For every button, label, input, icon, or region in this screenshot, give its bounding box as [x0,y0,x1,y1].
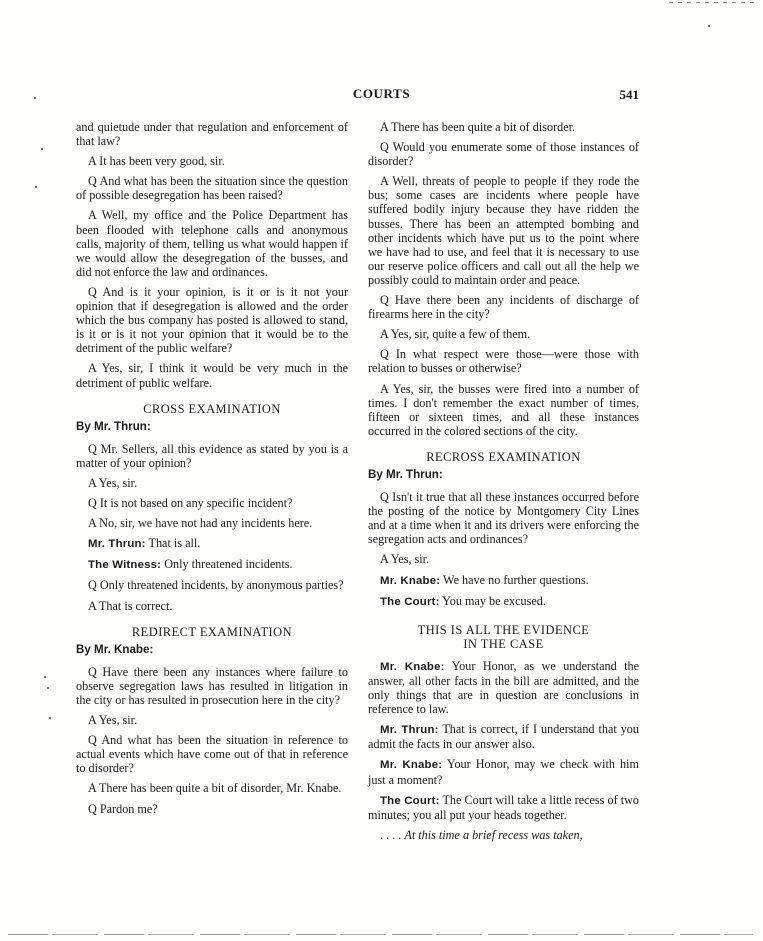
statement-text: Your Honor, may we check with him just a moment? [368,757,639,787]
answer-paragraph: A There has been quite a bit of disorder. [380,120,576,134]
scan-speck [41,148,43,150]
answer-paragraph: A No, sir, we have not had any incidents here. [88,516,313,531]
question-paragraph: Q And is it your opinion, is it or is it not your opinion that if desegregation is allowed and the order which the bus company has posted is allowed to stand, is it or is it not your opinion that it would be to the detriment of the public welfare? [76,284,348,356]
scan-speck [34,97,36,99]
question-paragraph: Q It is not based on any specific incident? [88,496,293,511]
speaker-label: The Court: [380,794,440,807]
running-head [0,86,763,106]
examiner-byline: By Mr. Thrun: [76,419,151,433]
answer-paragraph: A Well, threats of people to people if they rode the bus; some cases are incidents where people have suffered bodily injury because they have ridden the busses. There has been an attempted bombing and other incidents which have put us to the point where we have had to use, and feel that it is necessary to use our reserve police officers and call out all the help we possibly could to maintain order and peace. [368,174,639,287]
answer-paragraph: A Yes, sir, I think it would be very much in the detriment of public welfare. [76,361,348,390]
answer-paragraph: A It has been very good, sir. [88,154,225,169]
statement-text: You may be excused. [439,593,546,608]
running-title: COURTS [352,86,411,101]
speaker-label: Mr. Knabe: [380,660,445,673]
statement-paragraph [368,573,639,588]
recess-text: At this time a brief recess was taken, [404,827,583,842]
scan-artifact-top [669,2,757,3]
speaker-label: The Court: [380,595,440,608]
statement-paragraph [368,793,639,822]
statement-paragraph [76,557,348,572]
answer-paragraph: A Yes, sir. [380,552,430,567]
statement-paragraph [368,594,639,609]
section-heading-recross-examination: RECROSS EXAMINATION [426,449,581,464]
answer-paragraph: A Well, my office and the Police Department has been flooded with telephone calls and anonymous calls, majority of them, telling us what would happen if we would allow the desegregation of the busses, and did not enforce the law and ordinances. [76,208,348,279]
statement-text: Only threatened incidents. [161,557,293,572]
question-paragraph: Q Only threatened incidents, by anonymous parties? [88,578,344,593]
paragraph: and quietude under that regulation and enforcement of that law? [76,120,348,149]
right-column [368,120,639,848]
left-column [76,120,348,822]
question-paragraph: Q Would you enumerate some of those instances of disorder? [368,140,639,169]
statement-paragraph [368,659,639,716]
examiner-byline: By Mr. Thrun: [368,467,443,481]
speaker-label: The Witness: [88,559,162,572]
speaker-label: Mr. Thrun: [380,724,439,737]
scan-speck [35,186,37,188]
statement-text: The Court will take a little recess of two minutes; you all put your heads together. [368,792,640,822]
speaker-label: Mr. Thrun: [88,538,146,551]
answer-paragraph: A That is correct. [88,598,173,613]
page-number: 541 [619,87,639,102]
question-paragraph: Q And what has been the situation since the question of possible desegregation has been raised? [76,174,348,203]
question-paragraph: Q And what has been the situation in reference to actual events which have come out of that in reference to disorder? [76,733,348,776]
statement-text: We have no further questions. [440,572,589,587]
answer-paragraph: A Yes, sir. [88,475,138,490]
scan-speck [708,25,710,27]
question-paragraph: Q Have there been any instances where failure to observe segregation laws has resulted in litigation in the city or has resulted in prosecution here in the city? [76,664,348,707]
section-heading-cross-examination: CROSS EXAMINATION [143,401,281,416]
speaker-label: Mr. Knabe: [380,574,441,587]
statement-text: Your Honor, as we understand the answer, all other facts in the bill are admitted, and the only things that are in question are conclusions in reference to law. [368,658,639,717]
question-paragraph: Q Have there been any incidents of discharge of firearms here in the city? [368,293,639,322]
heading-line: IN THE CASE [463,636,544,651]
answer-paragraph: A Yes, sir. [88,713,138,728]
question-paragraph: Q Pardon me? [88,801,158,816]
heading-line: THIS IS ALL THE EVIDENCE [417,622,590,637]
scan-speck [49,717,51,719]
question-paragraph: Q In what respect were those—were those with relation to busses or otherwise? [368,347,639,376]
answer-paragraph: A Yes, sir, quite a few of them. [380,327,531,342]
question-paragraph: Q Mr. Sellers, all this evidence as stated by you is a matter of your opinion? [76,441,348,470]
statement-paragraph [368,757,639,786]
question-paragraph: Q Isn't it true that all these instances occurred before the posting of the notice by Montgomery City Lines and at a time when it and its drivers were enforcing the segregation acts and ordinances? [368,490,639,547]
scan-speck [47,687,49,689]
statement-text: That is all. [145,536,201,551]
scan-artifact-bottom [8,934,753,935]
ellipsis: . . . . [380,827,405,842]
answer-paragraph: A There has been quite a bit of disorder, Mr. Knabe. [88,781,342,796]
statement-paragraph [76,536,348,551]
statement-paragraph [368,722,639,751]
statement-text: That is correct, if I understand that you admit the facts in our answer also. [368,722,639,752]
examiner-byline: By Mr. Knabe: [76,642,154,656]
recess-note [368,828,639,842]
section-heading-redirect-examination: REDIRECT EXAMINATION [131,624,293,639]
section-heading-all-evidence [368,623,639,651]
speaker-label: Mr. Knabe: [380,759,443,772]
answer-paragraph: A Yes, sir, the busses were fired into a number of times. I don't remember the exact number of times, fifteen or sixteen times, and all these instances occurred in the colored sections of the city. [368,381,639,438]
scan-speck [44,676,46,678]
